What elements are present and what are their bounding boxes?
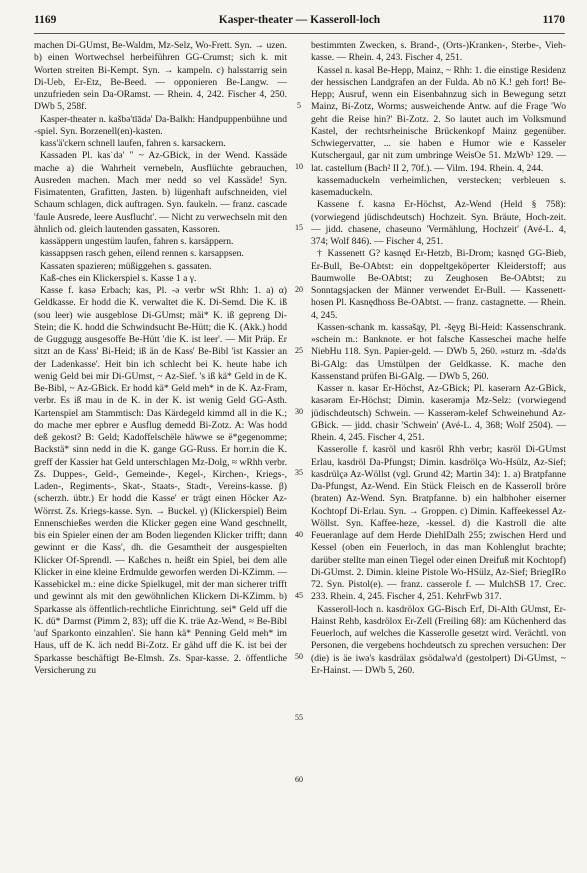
line-number: 55 bbox=[295, 713, 303, 722]
right-column bbox=[311, 40, 566, 865]
entry-kassen-schank: Kassen-schank m. kassǝšąy, Pl. -šęyg Bi-Heid: Kassenschrank. »schein m.: Banknote. er hot falsche Kasseschei mache helfe NiebHu 118. Syn. Papier-geld. — DWb 5, 260. »sturz m. -šdǝ'ds Bi-GAlg: das Umstülpen der Geldkasse. K. mache den Kassenstand prüfen Bi-GAlg. — DWb 5, 260. bbox=[311, 321, 566, 382]
line-number: 45 bbox=[295, 591, 303, 600]
line-number: 35 bbox=[295, 468, 303, 477]
line-number: 20 bbox=[295, 285, 303, 294]
entry-kassaten: Kassaten spazieren; müßiggehen s. gassaten. bbox=[40, 260, 212, 272]
line-number: 50 bbox=[295, 652, 303, 661]
entry-kassaeppern: kassäppern ungestüm laufen, fahren s. karsäppern. bbox=[40, 236, 234, 247]
entry-kasse-continued: bestimmten Zwecken, s. Brand-, (Orts-)Kranken-, Sterbe-, Vieh-kasse. — Rhein. 4, 243. Fischer 4, 251. bbox=[311, 40, 566, 64]
entry-machen-continued: machen Di-GUmst, Be-Waldm, Mz-Selz, Wo-Frett. Syn. → uzen. b) einen Wortwechsel herbeiführen GG-Crumst; sich k. mit Worten streiten Bi-Kempt. Syn. → kampeln. c) halsstarrig sein Di-Ueb, Er-Etz, Be-Beed. — opponieren Be-Langw. — unzufrieden sein Da-ORamst. — Rhein. 4, 242. Fischer 4, 250. DWb 5, 258f. bbox=[34, 40, 287, 113]
entry-kassaeckern: kass'ä'ckern schnell laufen, fahren s. karsackern. bbox=[40, 138, 226, 149]
line-number: 40 bbox=[295, 530, 303, 539]
page-number-left: 1169 bbox=[34, 14, 57, 26]
line-number: 60 bbox=[295, 775, 303, 784]
entry-kassemaduckeln: kassemaduckeln verheimlichen, verstecken; verbleuen s. kasemaduckeln. bbox=[311, 174, 566, 198]
entry-kassenett: † Kassenett G? kasnęd Er-Hetzb, Bi-Drom; kasnęd GG-Bieb, Er-Bull, Be-OAbtst: ein doppeltgeköperter Kleiderstoff; aus Baumwolle Be-OAbtst; zu Zeughosen Be-OAbtst; zu Sonntagsjacken der Männer verwendet Er-Bull. — Kassenett-hosen Pl. Kasnędhoss Be-OAbtst. — franz. castagnette. — Rhein. 4, 245. bbox=[311, 248, 566, 321]
entry-kasserolle: Kasserolle f. kasröl und kasröl Rhh verbr; kasröl Di-GUmst Erlau, kasdröl Da-Pfungst; Dimin. kasdrölçǝ Wo-Hsülz, Az-Sief; kasdrülçǝ Az-Wöllst (vgl. Grund 42; Martin 34): 1. a) Bratpfanne Da-Pfungst, Az-Wend. Ein Stück Fleisch en de Kasseroll bröre (braten) Az-Wend. Syn. Bratpfanne. b) ein halbhoher eiserner Kochtopf Di-Erlau. Syn. → Groppen. c) Dimin. Kaffeekessel Az-Wöllst. Syn. Kaffee-heze, -kessel. d) die Kastroll die alte Feueranlage auf dem Herde DiehlDalh 255; zwischen Herd und Kessel (oben ein Feuerloch, in das man Kohlenglut brachte; darüber stellte man einen Tiegel oder einen Dreifuß mit Kochtopf) Di-GUmst. 2. Dimin. kleine Pistole Wo-HSülz, Az-Sief; BriegIRo 72. Syn. Pistol(e). — franz. casserole f. — MulchSB 17. Crec. 233. Rhein. 4, 245. Fischer 4, 251. KehrFwb 317. bbox=[311, 444, 566, 603]
line-number: 15 bbox=[295, 223, 303, 232]
running-header bbox=[34, 14, 565, 32]
left-column bbox=[34, 40, 287, 865]
entry-kassel: Kassel n. kasǝl Be-Hepp, Mainz, ~ Rhh: 1. die einstige Residenz der hessischen Landgrafen an der Fulda. Ab nō K.! geh fort! Be-Hepp; Ausruf, wenn ein Eisenbahnzug sich in Bewegung setzt Mainz, Bi-Zotz, Worms; ausweichende Antw. auf die Frage 'Wo geht die Reise hin?' Bi-Zotz. 2. So lautet auch im Volksmund Kastel, der rechtsrheinische Brückenkopf Mainz gegenüber. Schwiegervatter, ... sie haben e Humor wie e Kasseler Kutschergaul, gar nit zum umbringe WeisOe 51. MzWb³ 129. — lat. castellum (Bach² II 2, 70f.). — Vilm. 194. Rhein. 4, 244. bbox=[311, 64, 566, 174]
entry-kassene: Kassene f. kasnǝ Er-Höchst, Az-Wend (Held § 758): (vorwiegend jüdischdeutsch) Hochzeit. Syn. Bräute, Hoch-zeit. — jidd. chasene, chaseuno 'Vermählung, Hochzeit' (Avé-L. 4, 374; Wolf 846). — Fischer 4, 251. bbox=[311, 199, 566, 247]
header-title: Kasper-theater — Kasseroll-loch bbox=[218, 14, 381, 26]
entry-kasseroll-loch: Kasseroll-loch n. kasdrölox GG-Bisch Erf, Di-Alth GUmst, Er-Hainst Rehb, kasdrölox Er-Zell (Freiling 68): am Küchenherd das Feuerloch, auf welches die Kasserolle gesetzt wird. Verächtl. von Personen, die vergebens hochdeutsch zu sprechen versuchen: Der (die) is äe iwǝ's kasdrälax gsödalwǝ'd (gestolpert) Di-GUmst, ~ Er-Hainst. — DWb 5, 260. bbox=[311, 603, 566, 676]
entry-kassappsen: kassappsen rasch gehen, eilend rennen s. karsappsen. bbox=[40, 248, 244, 260]
entry-kasse: Kasse f. kasǝ Erbach; kas, Pl. -ǝ verbr wSt Rhh: 1. a) α) Geldkasse. Er hodd die K. verwaltet die K. Di-Semd. Die K. iß (sou leer) wie ausgeblose Di-GUmst; mäi* K. iß gepreng Di-Stein; die K. hodd die Schwindsucht Be-Hütt; die K. (Akk.) hodd de Guggugg ausgesoffe Be-Hütt 'die K. ist leer'. — Mit Präp. Er sitzt an de Kass' Bi-Heid; iß än de Kass' Be-Bibl 'ist Kassier an der Ladenkasse'. Heit bin ich schlecht bei K. heute habe ich wenig Geld bei mir Di-GUmst, ~ Az-Sief. 's iß kä* Geld in de K. Be-Bibl, ~ Az-GBick. Er hodd kä* Geld meh* in de K. Az-Fram, verbr. Es iß mau in de K. in der K. ist wenig Geld GG-Asth. Kartenspiel am Stammtisch: Das Kärdegeld kimmd all in die K.; do mache mer epbrer e Ausflug demedd Bi-Zotz. A: Was hodd deß gekost? B: Geld; Kadoffelschële häwwe se ë*gegenomme; Backstä* sinn nedd in die K. gange GG-Russ. Er horr.in die K. greff der Kassier hat Geld unterschlagen Mz-Dolg, ≈ wRhh verbr. Zs. Duppes-, Geld-, Gemeinde-, Kegel-, Kirchen-, Kriegs-, Laden-, Regiments-, Skat-, Staats-, Stadt-, Vereins-kasse. β) (scherzh. übtr.) Er hodd die Kasse' er trägt einen Höcker Az-Wörrst. Zs. Kriegs-kasse. Syn. → Buckel. γ) (Klickerspiel) Beim Ennenschießes werden die Klicker gegen eine Wand geschnellt, bis ein Spieler einen der am Boden liegenden Klicker trifft; dann gewinnt er die Kass', dh. die Gesamtheit der ausgespielten Klicker Of-Sprendl. — Kaßches n. heißt ein Spiel, bei dem alle Klicker in eine kleine Erdmulde geworfen werden Di-KZimm. — Kassebickel m.: eine dicke Spielkugel, mit der man sicherer trifft und gewinnt als mit den gewöhnlichen Klickern Di-KZimm. b) Sparkasse als öffentlich-rechtliche Einrichtung. sei* Geld uff die K. dü* Darmst (Pimm 2, 83); uff die K. träe Az-Wend, ≈ Be-Bibl 'auf Sparkonto einzahlen'. Sie hann kä* Penning Geld meh* im Haus, uff de K. äch nedd Bi-Zotz. Er gähd uff die K. ist bei der Sparkasse beschäftigt Be-Elmsh. Zs. Spar-kasse. 2. öffentliche Versicherung zu bbox=[34, 285, 287, 676]
entry-kasper-theater: Kasper-theater n. kašbǝ'tīādǝ' Da-Balkh: Handpuppenbühne und -spiel. Syn. Borzenell(en)-kasten. bbox=[34, 113, 287, 137]
entry-kasser: Kasser n. kasǝr Er-Höchst, Az-GBick; Pl. kaserǝrn Az-GBick, kasǝrǝm Er-Höchst; Dimin. kaserǝmjǝ Mz-Selz: (vorwiegend jüdischdeutsch) Schwein. — Kasserǝm-kelef Schweinehund Az-GBick. — jidd. chasir 'Schwein' (Avé-L. 4, 368; Wolf 2504). — Rhein. 4, 245. Fischer 4, 251. bbox=[311, 383, 566, 443]
line-number: 25 bbox=[295, 346, 303, 355]
line-number: 5 bbox=[297, 101, 301, 110]
line-number-gutter bbox=[287, 40, 311, 865]
header-rule bbox=[34, 33, 565, 34]
entry-kassaden: Kassaden Pl. kasˈdǝ' " ~ Az-GBick, in der Wend. Kassäde mache a) die Wahrheit vernebeln, Ausflüchte gebrauchen, Ausreden machen. Mach mer nedd so vel Kassäde! Syn. Fisimatenten, Grafitten, Jasten. b) lügenhaft aufschneiden, viel Schaum schlagen, dick auftragen. Syn. faukeln. — franz. cascade 'faule Ausrede, leere Ausflucht'. — Nicht zu verwechseln mit den ähnlich od. gleich lautenden gassaten, Kassoren. bbox=[34, 150, 287, 235]
page-number-right: 1170 bbox=[542, 14, 565, 26]
entry-kassches: Kaß-ches ein Klickerspiel s. Kasse 1 a γ. bbox=[40, 272, 197, 284]
line-number: 30 bbox=[295, 407, 303, 416]
line-number: 10 bbox=[295, 162, 303, 171]
